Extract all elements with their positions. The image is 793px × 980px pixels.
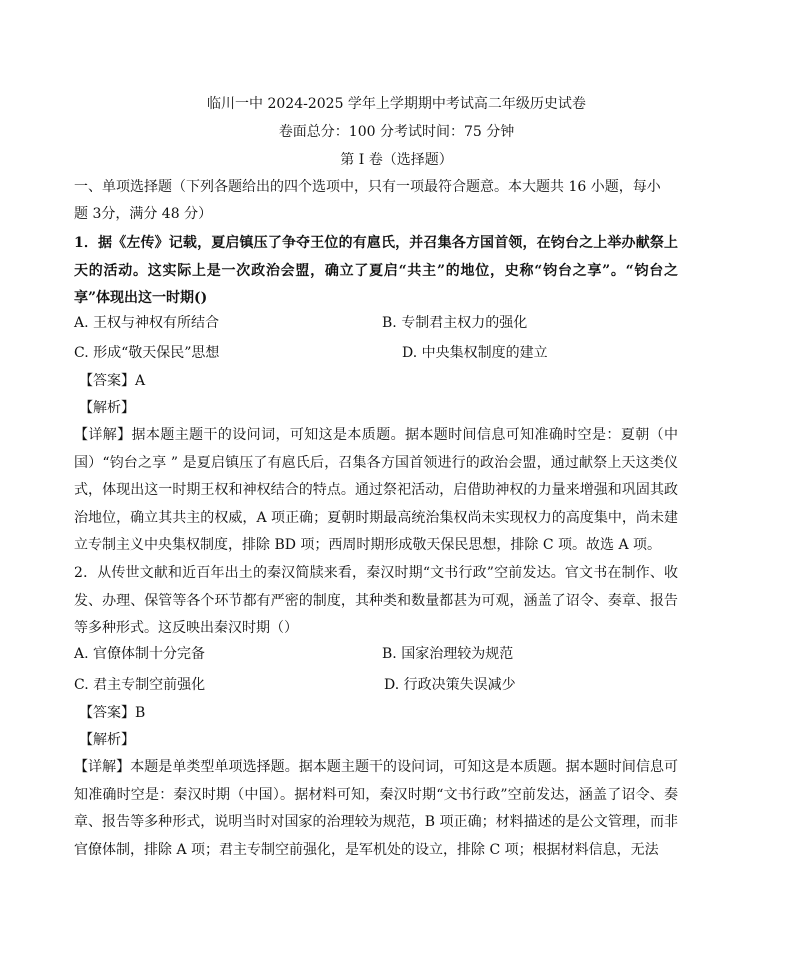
question-1-option-a: A. 王权与神权有所结合 bbox=[74, 315, 220, 331]
question-2-stem bbox=[74, 560, 678, 643]
exam-meta: 卷面总分：100 分考试时间：75 分钟 bbox=[278, 124, 515, 140]
question-1-option-b: B. 专制君主权力的强化 bbox=[382, 315, 528, 331]
section-intro-line1: 一、单项选择题（下列各题给出的四个选项中，只有一项最符合题意。本大题共 16 小题，每小 bbox=[74, 179, 661, 195]
exam-title: 临川一中 2024-2025 学年上学期期中考试高二年级历史试卷 bbox=[207, 96, 586, 112]
question-1-stem bbox=[74, 230, 678, 313]
question-2-answer: 【答案】B bbox=[79, 705, 146, 721]
section-intro-line2: 题 3分，满分 48 分） bbox=[74, 206, 213, 222]
question-1-analysis-label: 【解析】 bbox=[79, 400, 135, 416]
question-2-analysis-label: 【解析】 bbox=[79, 732, 135, 748]
question-1-detail: 【详解】据本题主题干的设问词，可知这是本质题。据本题时间信息可知准确时空是：夏朝（中国）“钧台之享 ” 是夏启镇压了有扈氏后，召集各方国首领进行的政治会盟，通过献祭上天这类仪式，体现出这一时期王权和神权结合的特点。通过祭祀活动，启借助神权的力量来增强和巩固其政治地位，确立其共主的权威，A 项正确；夏朝时期最高统治集权尚未实现权力的高度集中，尚未建立专制主义中央集权制度，排除 BD 项；西周时期形成敬天保民思想，排除 C 项。故选 A 项。 bbox=[74, 427, 678, 553]
question-2-text: 2．从传世文献和近百年出土的秦汉简牍来看，秦汉时期“文书行政”空前发达。官文书在制作、收发、办理、保管等各个环节都有严密的制度，其种类和数量都甚为可观，涵盖了诏令、奏章、报告等多种形式。这反映出秦汉时期（） bbox=[74, 565, 678, 636]
question-1-text: 1．据《左传》记载，夏启镇压了争夺王位的有扈氏，并召集各方国首领，在钧台之上举办献祭上天的活动。这实际上是一次政治会盟，确立了夏启“共主”的地位，史称“钧台之享”。“钧台之享”体现出这一时期() bbox=[74, 235, 678, 306]
volume-heading: 第 I 卷（选择题） bbox=[340, 152, 453, 168]
question-2-detail: 【详解】本题是单类型单项选择题。据本题主题干的设问词，可知这是本质题。据本题时间信息可知准确时空是：秦汉时期（中国）。据材料可知，秦汉时期“文书行政”空前发达，涵盖了诏令、奏章、报告等多种形式，说明当时对国家的治理较为规范，B 项正确；材料描述的是公文管理，而非官僚体制，排除 A 项；君主专制空前强化，是军机处的设立，排除 C 项；根据材料信息，无法 bbox=[74, 759, 678, 858]
question-1-answer: 【答案】A bbox=[79, 373, 146, 389]
question-2-option-d: D. 行政决策失误减少 bbox=[384, 677, 516, 693]
question-2-option-b: B. 国家治理较为规范 bbox=[382, 646, 514, 662]
question-2-option-a: A. 官僚体制十分完备 bbox=[74, 646, 206, 662]
question-1-option-c: C. 形成“敬天保民”思想 bbox=[74, 345, 220, 361]
question-1-option-d: D. 中央集权制度的建立 bbox=[402, 345, 548, 361]
question-2-option-c: C. 君主专制空前强化 bbox=[74, 677, 206, 693]
